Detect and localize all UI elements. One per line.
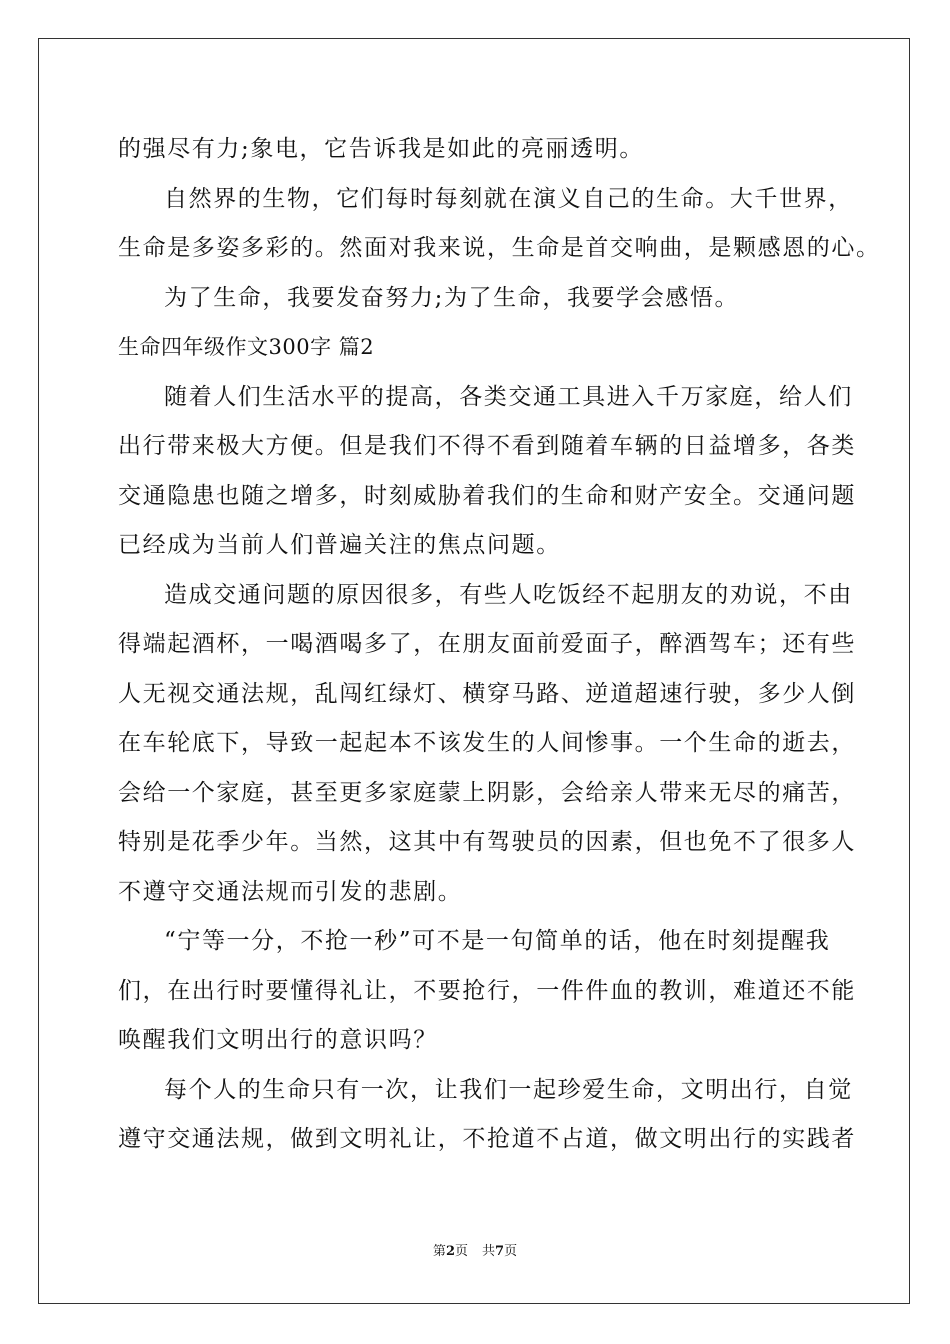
text-line: 生命是多姿多彩的。然面对我来说，生命是首交响曲，是颗感恩的心。: [118, 235, 881, 261]
paragraph-start-line: 每个人的生命只有一次，让我们一起珍爱生命，文明出行，自觉: [164, 1076, 853, 1103]
text-line: 会给一个家庭，甚至更多家庭蒙上阴影，会给亲人带来无尽的痛苦，: [118, 779, 856, 806]
paragraph-start-line: 随着人们生活水平的提高，各类交通工具进入千万家庭，给人们: [164, 383, 853, 410]
text-line: 人无视交通法规，乱闯红绿灯、横穿马路、逆道超速行驶，多少人倒: [118, 680, 856, 707]
page-suffix: 页: [454, 1244, 468, 1259]
text-line: 特别是花季少年。当然，这其中有驾驶员的因素，但也免不了很多人: [118, 829, 856, 855]
paragraph-start-line: 自然界的生物，它们每时每刻就在演义自己的生命。大千世界，: [164, 185, 853, 212]
total-suffix: 页: [504, 1244, 518, 1259]
text-line: 在车轮底下，导致一起起本不该发生的人间惨事。一个生命的逝去，: [118, 730, 856, 756]
text-line: 交通隐患也随之增多，时刻威胁着我们的生命和财产安全。交通问题: [118, 482, 856, 509]
page-prefix: 第: [432, 1244, 446, 1259]
paragraph-start-line: “宁等一分，不抢一秒”可不是一句简单的话，他在时刻提醒我: [164, 928, 831, 954]
text-line: 得端起酒杯，一喝酒喝多了，在朋友面前爱面子，醉酒驾车；还有些: [118, 631, 856, 657]
current-page-number: 2: [445, 1244, 455, 1259]
section-heading: 生命四年级作文300字 篇2: [118, 335, 375, 359]
text-line: 遵守交通法规，做到文明礼让，不抢道不占道，做文明出行的实践者: [118, 1126, 856, 1152]
page-number-footer: [0, 1242, 950, 1262]
text-line: 们，在出行时要懂得礼让，不要抢行，一件件血的教训，难道还不能: [118, 977, 856, 1004]
total-prefix: 共: [482, 1244, 496, 1259]
text-line: 不遵守交通法规而引发的悲剧。: [118, 878, 463, 905]
text-line: 唤醒我们文明出行的意识吗？: [118, 1027, 438, 1053]
total-page-count: 7: [495, 1244, 505, 1259]
text-line: 已经成为当前人们普遍关注的焦点问题。: [118, 532, 561, 558]
paragraph-start-line: 为了生命，我要发奋努力;为了生命，我要学会感悟。: [164, 284, 740, 311]
paragraph-start-line: 造成交通问题的原因很多，有些人吃饭经不起朋友的劝说，不由: [164, 581, 853, 608]
text-line: 出行带来极大方便。但是我们不得不看到随着车辆的日益增多，各类: [118, 433, 856, 459]
text-line: 的强尽有力;象电，它告诉我是如此的亮丽透明。: [118, 136, 644, 162]
document-body: [118, 125, 881, 1165]
